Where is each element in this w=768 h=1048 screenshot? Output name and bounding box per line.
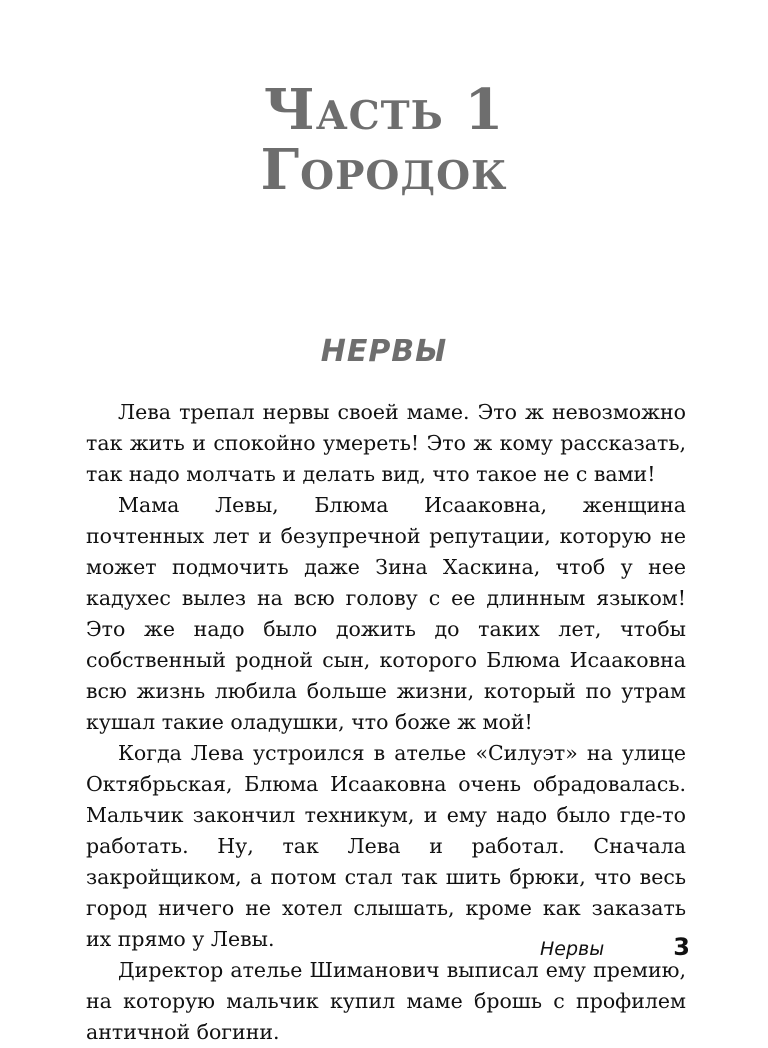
- paragraph-3: Когда Лева устроился в ателье «Силуэт» на улице Октябрьская, Блюма Исааковна очень обрадовалась. Мальчик закончил техникум, и ему надо было где-то работать. Ну, так Лева и работал. Сначала закройщиком, а потом стал так шить брюки, что весь город ничего не хотел слышать, кроме как заказать их прямо у Левы.: [86, 741, 686, 951]
- paragraph-1: Лева трепал нервы своей маме. Это ж невозможно так жить и спокойно умереть! Это ж кому рассказать, так надо молчать и делать вид, что такое не с вами!: [86, 400, 686, 486]
- chapter-title: НЕРВЫ: [320, 334, 448, 369]
- part-heading: [0, 77, 768, 203]
- part-number-line: Часть 1: [263, 77, 505, 143]
- paragraph-4: Директор ателье Шиманович выписал ему премию, на которую мальчик купил маме брошь с профилем античной богини.: [86, 958, 686, 1044]
- page-number: 3: [673, 933, 690, 961]
- paragraph-2: Мама Левы, Блюма Исааковна, женщина почтенных лет и безупречной репутации, которую не может подмочить даже Зина Хаскина, чтоб у нее кадухес вылез на всю голову с ее длинным языком! Это же надо было дожить до таких лет, чтобы собственный родной сын, которого Блюма Исааковна всю жизнь любила больше жизни, который по утрам кушал такие оладушки, что боже ж мой!: [86, 493, 686, 734]
- running-title: Нервы: [540, 938, 605, 960]
- part-name-line: Городок: [260, 137, 508, 203]
